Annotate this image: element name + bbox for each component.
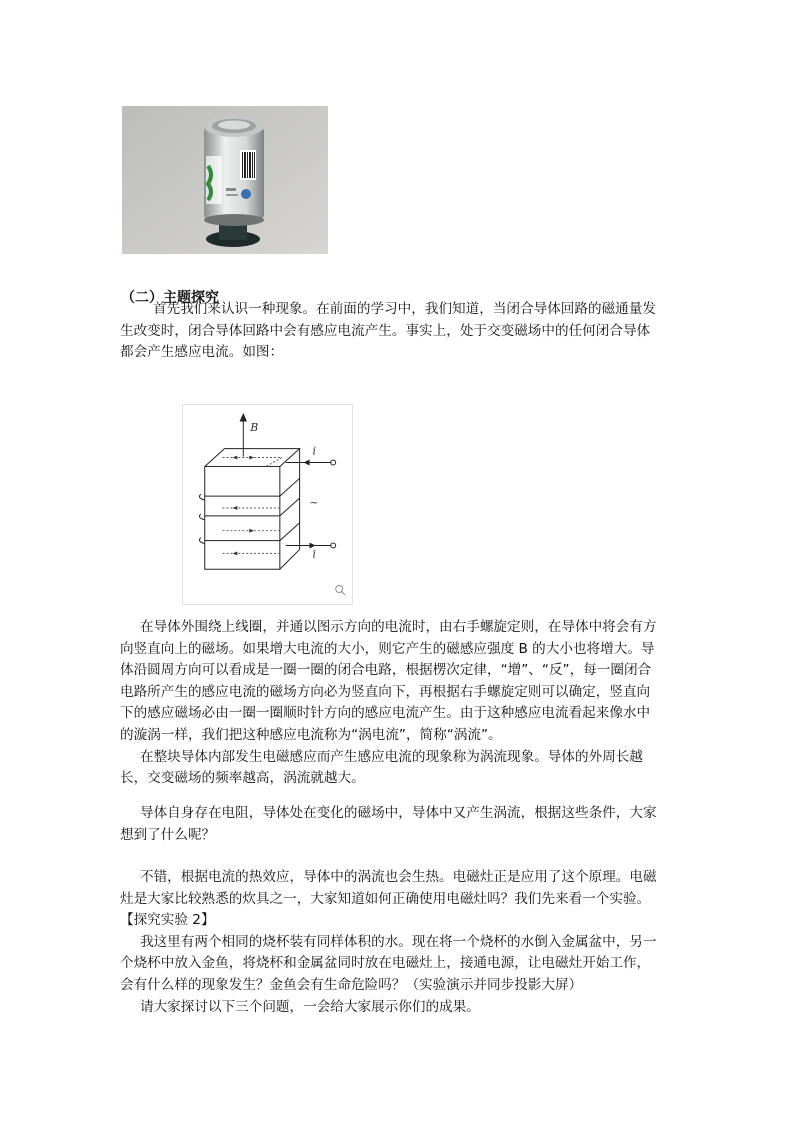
eddy-current-figure: [182, 404, 353, 605]
paragraph-line: 体沿圆周方向可以看成是一圈一圈的闭合电路，根据楞次定律，“增”、“反”，每一圈闭合: [120, 662, 652, 679]
paragraph-line: 的漩涡一样，我们把这种感应电流称为“涡电流”，简称“涡流”。: [120, 726, 502, 743]
experiment-heading: 【探究实验 2】: [120, 912, 215, 929]
paragraph-line: 生改变时，闭合导体回路中会有感应电流产生。事实上，处于交变磁场中的任何闭合导体: [120, 322, 651, 339]
paragraph-line: 在导体外围绕上线圈，并通以图示方向的电流时，由右手螺旋定则，在导体中将会有方: [140, 619, 657, 635]
label-b: B: [250, 420, 259, 434]
paragraph-line: 长，交变磁场的频率越高，涡流就越大。: [120, 770, 365, 787]
intro-paragraph: [120, 299, 676, 364]
paragraph-line: 电路所产生的感应电流的磁场方向必为竖直向下，再根据右手螺旋定则可以确定，竖直向: [120, 683, 651, 700]
question-paragraph: [120, 803, 676, 846]
paragraph-line: 个烧杯中放入金鱼，将烧杯和金属盆同时放在电磁灶上，接通电源，让电磁灶开始工作，: [120, 955, 651, 972]
paragraph-line: 请大家探讨以下三个问题，一会给大家展示你们的成果。: [140, 998, 480, 1015]
magnifier-icon[interactable]: [336, 586, 345, 595]
paragraph-line: 向竖直向上的磁场。如果增大电流的大小，则它产生的磁感应强度 B 的大小也将增大。导: [120, 640, 655, 657]
paragraph-line: 不错，根据电流的热效应，导体中的涡流也会生热。电磁灶正是应用了这个原理。电磁: [140, 869, 657, 885]
can-on-stand-illustration: [122, 106, 328, 254]
explanation-paragraph: [120, 617, 676, 790]
paragraph-line: 首先我们来认识一种现象。在前面的学习中，我们知道，当闭合导体回路的磁通量发: [153, 301, 656, 317]
paragraph-line: 导体自身存在电阻，导体处在变化的磁场中，导体中又产生涡流，根据这些条件，大家: [140, 805, 657, 821]
label-i-bottom: i: [312, 547, 316, 561]
can-photo: [122, 106, 328, 254]
eddy-current-diagram: [183, 405, 352, 604]
experiment-paragraph: [120, 867, 676, 1018]
paragraph-line: 我这里有两个相同的烧杯装有同样体积的水。现在将一个烧杯的水倒入金属盆中，另一: [140, 933, 657, 950]
label-i-top: i: [312, 444, 316, 458]
paragraph-line: 都会产生感应电流。如图：: [120, 344, 284, 361]
label-ac-symbol: ~: [309, 495, 319, 509]
paragraph-line: 在整块导体内部发生电磁感应而产生感应电流的现象称为涡流现象。导体的外周长越: [140, 748, 643, 765]
paragraph-line: 想到了什么呢？: [120, 826, 216, 843]
paragraph-line: 下的感应磁场必由一圈一圈顺时针方向的感应电流产生。由于这种感应电流看起来像水中: [120, 705, 651, 722]
paragraph-line: 灶是大家比较熟悉的炊具之一，大家知道如何正确使用电磁灶吗？我们先来看一个实验。: [120, 890, 651, 907]
section-title: （二）主题探究: [121, 290, 219, 306]
paragraph-line: 会有什么样的现象发生？金鱼会有生命危险吗？（实验演示并同步投影大屏）: [120, 976, 583, 993]
